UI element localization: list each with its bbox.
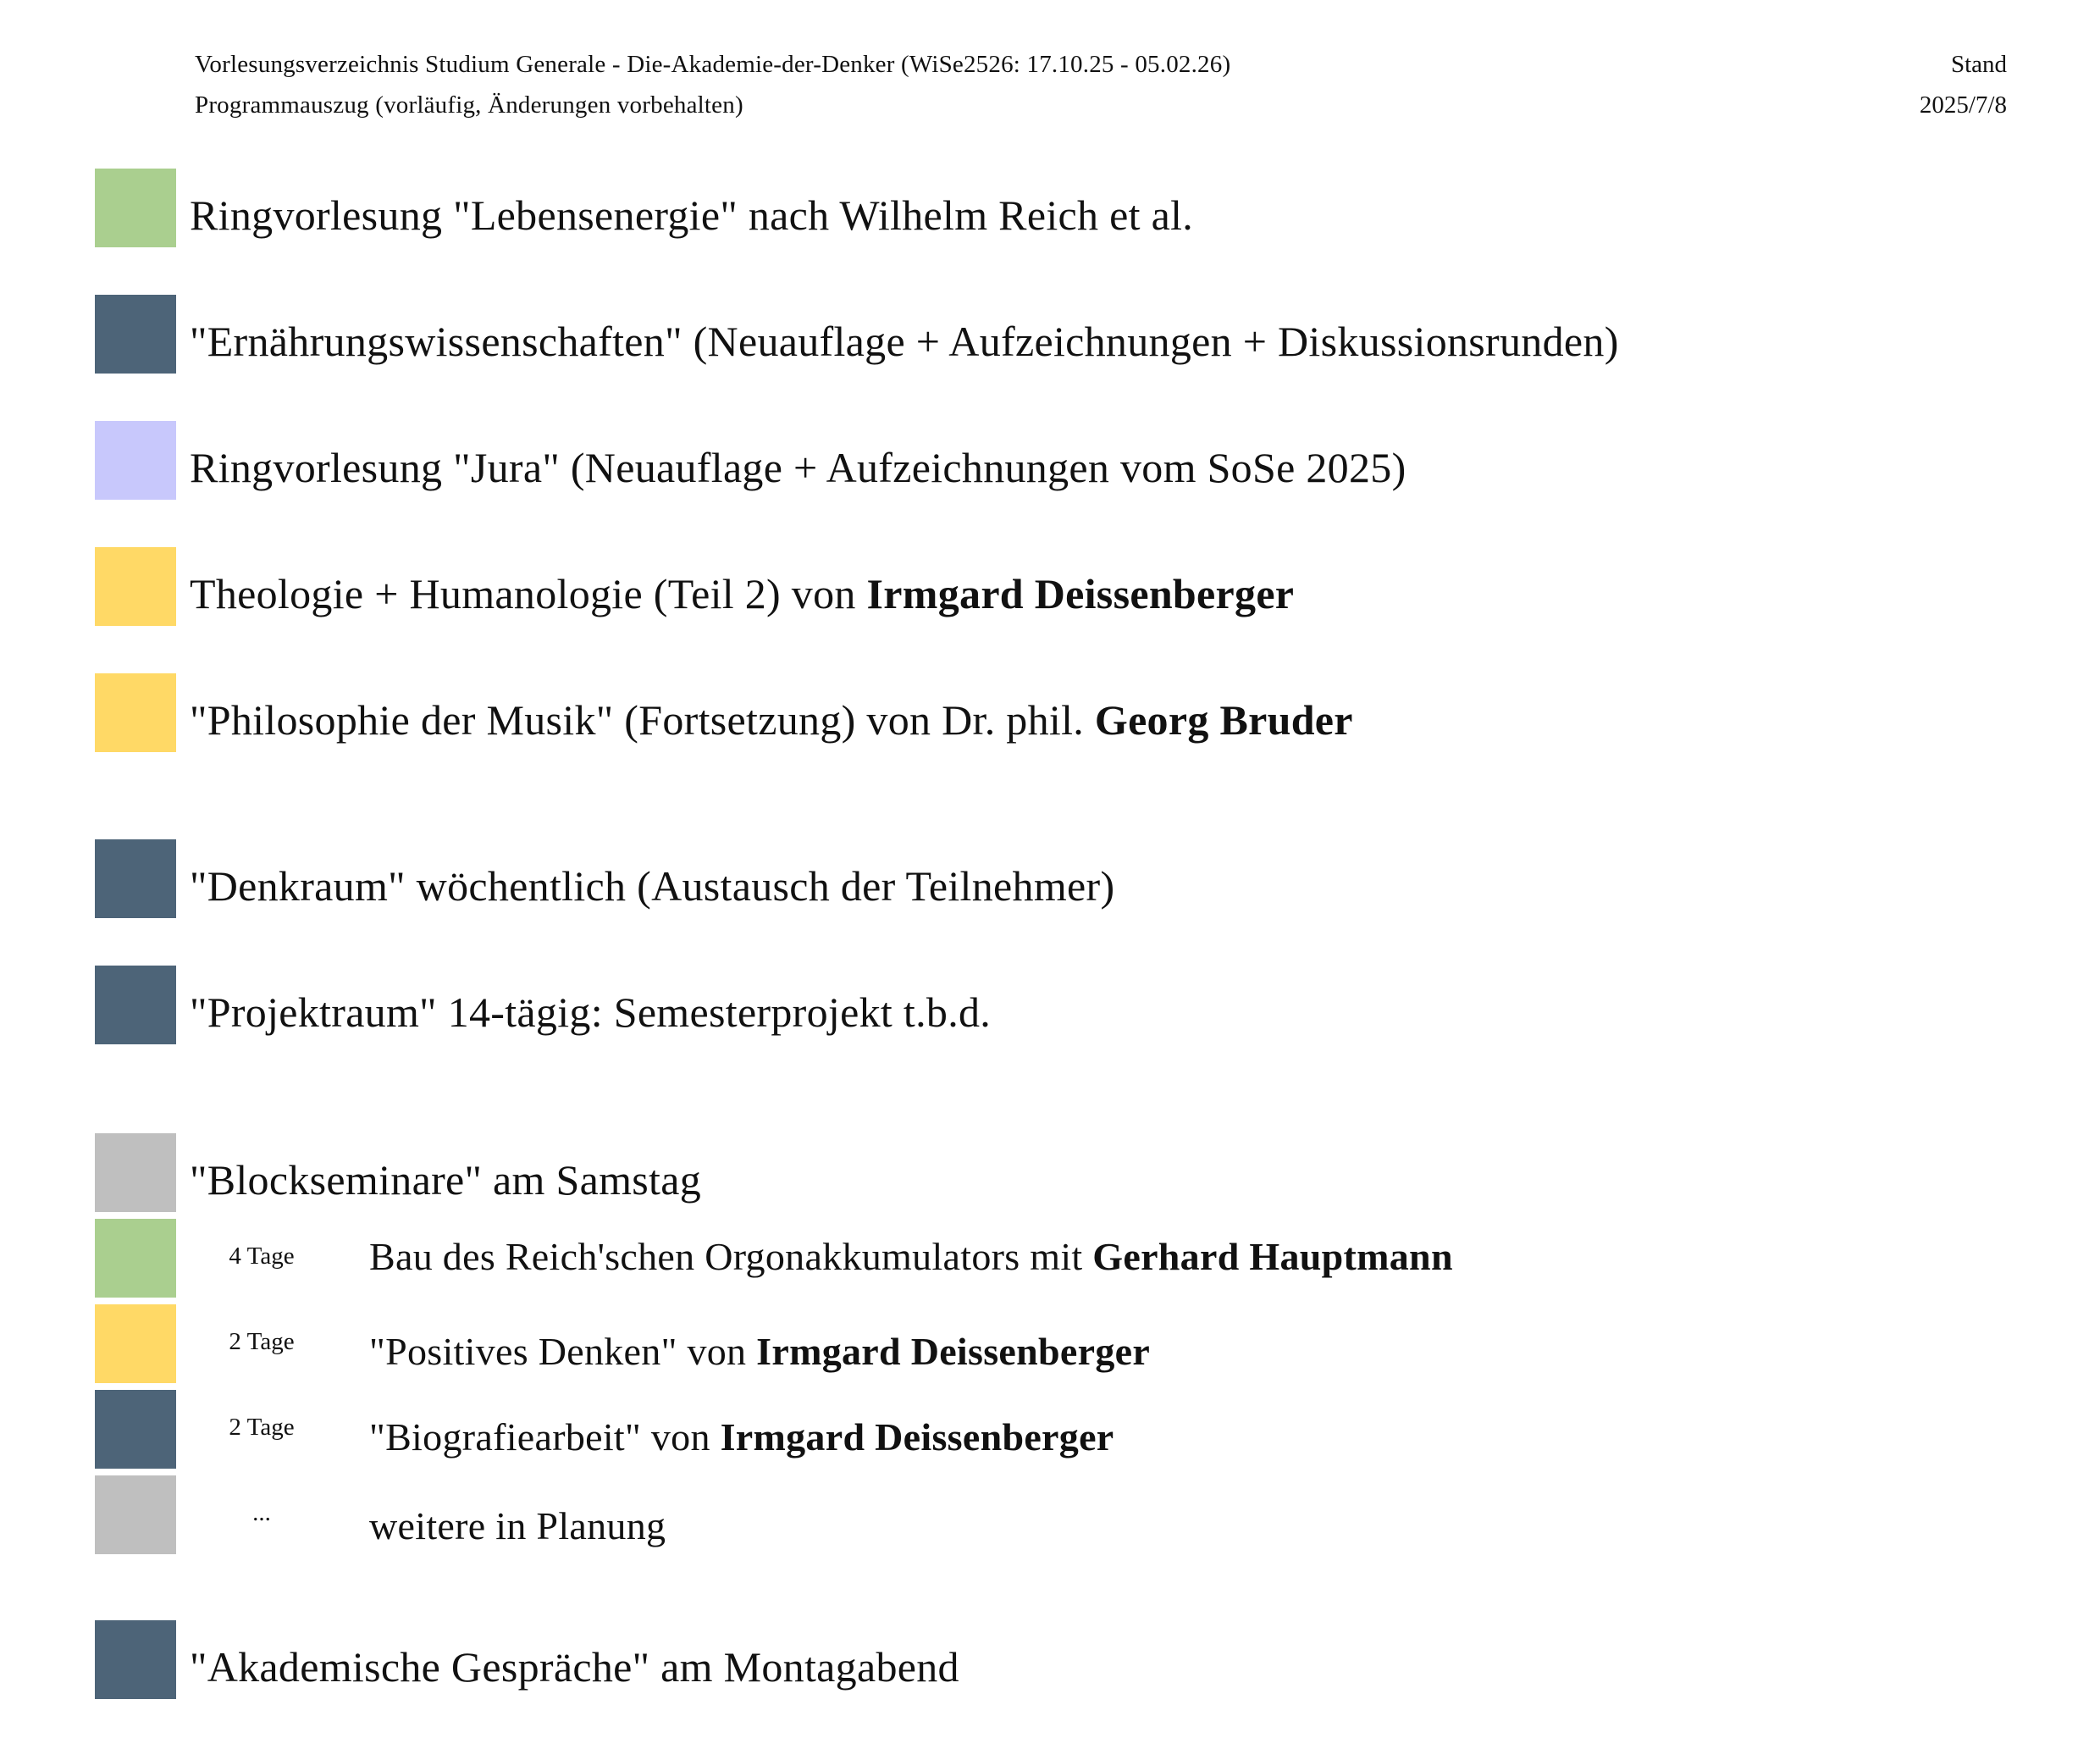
seminar-item-biografiearbeit: "Biografiearbeit" von Irmgard Deissenberger [369, 1415, 1114, 1458]
color-swatch-green [95, 1219, 176, 1298]
blockseminare-title: "Blockseminare" am Samstag [190, 1156, 702, 1204]
color-swatch-slate [95, 966, 176, 1044]
program-item-theologie: Theologie + Humanologie (Teil 2) von Irmgard Deissenberger [190, 570, 1295, 617]
header-title: Vorlesungsverzeichnis Studium Generale - Die-Akademie-der-Denker (WiSe2526: 17.10.25 - 05.02.26) [195, 51, 1231, 78]
header-subtitle: Programmauszug (vorläufig, Änderungen vorbehalten) [195, 91, 743, 119]
stand-date: 2025/7/8 [1919, 91, 2007, 119]
document-header [195, 44, 1230, 125]
document-status [1920, 44, 2007, 125]
program-item-philosophie-musik: "Philosophie der Musik" (Fortsetzung) von Dr. phil. Georg Bruder [190, 696, 1353, 744]
seminar-item-positives-denken: "Positives Denken" von Irmgard Deissenberger [369, 1330, 1151, 1373]
color-swatch-slate [95, 1620, 176, 1699]
lecturer-name: Irmgard Deissenberger [720, 1415, 1114, 1458]
lecturer-name: Irmgard Deissenberger [756, 1330, 1151, 1373]
seminar-item-orgonakkumulator: Bau des Reich'schen Orgonakkumulators mit Gerhard Hauptmann [369, 1235, 1453, 1278]
program-item-akademische-gespraeche: "Akademische Gespräche" am Montagabend [190, 1643, 959, 1691]
stand-label: Stand [1950, 51, 2007, 78]
color-swatch-yellow [95, 547, 176, 626]
program-item-lebensenergie: Ringvorlesung "Lebensenergie" nach Wilhelm Reich et al. [190, 191, 1194, 239]
color-swatch-gray [95, 1475, 176, 1554]
program-item-projektraum: "Projektraum" 14-tägig: Semesterprojekt t.b.d. [190, 988, 992, 1036]
color-swatch-slate [95, 1390, 176, 1469]
program-item-denkraum: "Denkraum" wöchentlich (Austausch der Teilnehmer) [190, 862, 1115, 910]
lecturer-name: Gerhard Hauptmann [1092, 1235, 1453, 1278]
color-swatch-green [95, 169, 176, 247]
program-item-jura: Ringvorlesung "Jura" (Neuauflage + Aufzeichnungen vom SoSe 2025) [190, 444, 1406, 491]
color-swatch-lavender [95, 421, 176, 500]
lecturer-name: Georg Bruder [1094, 696, 1353, 744]
lecturer-name: Irmgard Deissenberger [866, 570, 1295, 617]
seminar-item-weitere: weitere in Planung [369, 1504, 666, 1547]
seminar-duration: 2 Tage [229, 1414, 295, 1441]
color-swatch-yellow [95, 1304, 176, 1383]
seminar-duration: 2 Tage [229, 1328, 295, 1355]
color-swatch-yellow [95, 673, 176, 752]
color-swatch-gray [95, 1133, 176, 1212]
color-swatch-slate [95, 839, 176, 918]
seminar-duration: 4 Tage [229, 1243, 295, 1270]
color-swatch-slate [95, 295, 176, 374]
seminar-duration: ... [252, 1499, 271, 1526]
program-item-ernaehrung: "Ernährungswissenschaften" (Neuauflage + Aufzeichnungen + Diskussionsrunden) [190, 318, 1619, 365]
